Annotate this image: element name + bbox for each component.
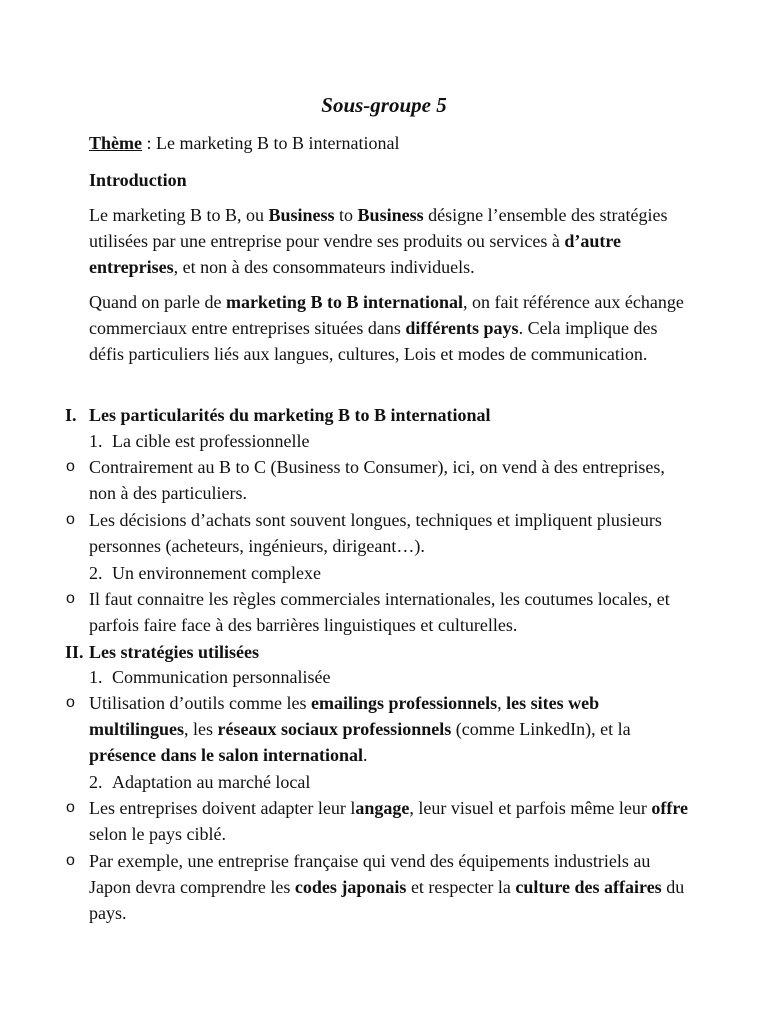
bullet-marker: o: [66, 511, 75, 528]
text-run: to: [334, 205, 358, 225]
bullet-item: [66, 507, 689, 559]
bold-run: culture des affaires: [515, 877, 662, 897]
intro-paragraph-1: [89, 202, 694, 280]
bold-run: angage: [355, 798, 410, 818]
bullet-item: [66, 586, 689, 638]
text-run: , les: [184, 719, 218, 739]
text-run: . Cela implique des défis particuliers liés aux langues, cultures, Lois et modes de communication.: [89, 318, 658, 364]
subsection-number: 2.: [89, 772, 103, 792]
section-title: Les particularités du marketing B to B international: [89, 405, 491, 425]
subsection-title: Un environnement complexe: [112, 563, 321, 583]
text-run: Quand on parle de: [89, 292, 226, 312]
text-run: , on fait référence aux échange commerciaux entre entreprises situées dans: [89, 292, 684, 338]
intro-heading: Introduction: [89, 170, 187, 190]
subsection-1-2: [89, 560, 689, 586]
bullet-marker: o: [66, 590, 75, 607]
page-title: Sous-groupe 5: [321, 93, 447, 117]
bullet-item: [66, 848, 689, 926]
bullet-item: [66, 795, 689, 847]
bullet-text: [89, 798, 688, 844]
section-2-heading: [65, 639, 685, 665]
text-run: , leur visuel et parfois même leur: [409, 798, 652, 818]
bold-run: d’autre entreprises: [89, 231, 622, 277]
subsection-title: Adaptation au marché local: [112, 772, 311, 792]
text-run: (comme LinkedIn), et la: [451, 719, 631, 739]
bold-run: offre: [651, 798, 688, 818]
bullet-text: Les décisions d’achats sont souvent longues, techniques et impliquent plusieurs personnes (acheteurs, ingénieurs, dirigeant…).: [89, 510, 662, 556]
subsection-number: 1.: [89, 667, 103, 687]
text-run: Le marketing B to B, ou: [89, 205, 269, 225]
section-title: Les stratégies utilisées: [89, 642, 259, 662]
subsection-number: 1.: [89, 431, 103, 451]
section-number: II.: [65, 642, 84, 662]
intro-paragraph-2: [89, 289, 694, 367]
bullet-marker: o: [66, 694, 75, 711]
section-number: I.: [65, 405, 77, 425]
theme-line: [89, 130, 694, 156]
text-run: du pays.: [89, 877, 685, 923]
bullet-text: Il faut connaitre les règles commerciales internationales, les coutumes locales, et parfois faire face à des barrières linguistiques et culturelles.: [89, 589, 670, 635]
text-run: selon le pays ciblé.: [89, 824, 226, 844]
text-run: .: [363, 745, 368, 765]
text-run: Les entreprises doivent adapter leur l: [89, 798, 356, 818]
bold-run: différents pays: [405, 318, 519, 338]
bullet-text: Contrairement au B to C (Business to Consumer), ici, on vend à des entreprises, non à des particuliers.: [89, 457, 665, 503]
bullet-marker: o: [66, 799, 75, 816]
bullet-item: [66, 690, 689, 768]
bold-run: Business: [268, 205, 335, 225]
subsection-title: Communication personnalisée: [112, 667, 331, 687]
text-run: Par exemple, une entreprise française qui vend des équipements industriels au Japon devra comprendre les: [89, 851, 651, 897]
text-run: désigne l’ensemble des stratégies utilisées par une entreprise pour vendre ses produits ou services à: [89, 205, 668, 251]
bold-run: Business: [357, 205, 424, 225]
bold-run: les sites web multilingues: [89, 693, 600, 739]
section-1-heading: [65, 402, 685, 428]
text-run: ,: [497, 693, 507, 713]
bold-run: réseaux sociaux professionnels: [217, 719, 452, 739]
text-run: Utilisation d’outils comme les: [89, 693, 311, 713]
bold-run: présence dans le salon international: [89, 745, 364, 765]
subsection-2-2: [89, 769, 689, 795]
subsection-number: 2.: [89, 563, 103, 583]
bold-run: emailings professionnels: [310, 693, 498, 713]
theme-text: : Le marketing B to B international: [142, 133, 400, 153]
subsection-2-1: [89, 664, 689, 690]
theme-label: Thème: [89, 133, 142, 153]
subsection-title: La cible est professionnelle: [112, 431, 310, 451]
text-run: et respecter la: [406, 877, 516, 897]
bullet-marker: o: [66, 852, 75, 869]
bullet-text: [89, 851, 684, 923]
bold-run: marketing B to B international: [225, 292, 463, 312]
bullet-text: [89, 693, 631, 765]
text-run: , et non à des consommateurs individuels.: [173, 257, 475, 277]
bold-run: codes japonais: [294, 877, 407, 897]
bullet-item: [66, 454, 689, 506]
bullet-marker: o: [66, 458, 75, 475]
subsection-1-1: [89, 428, 689, 454]
